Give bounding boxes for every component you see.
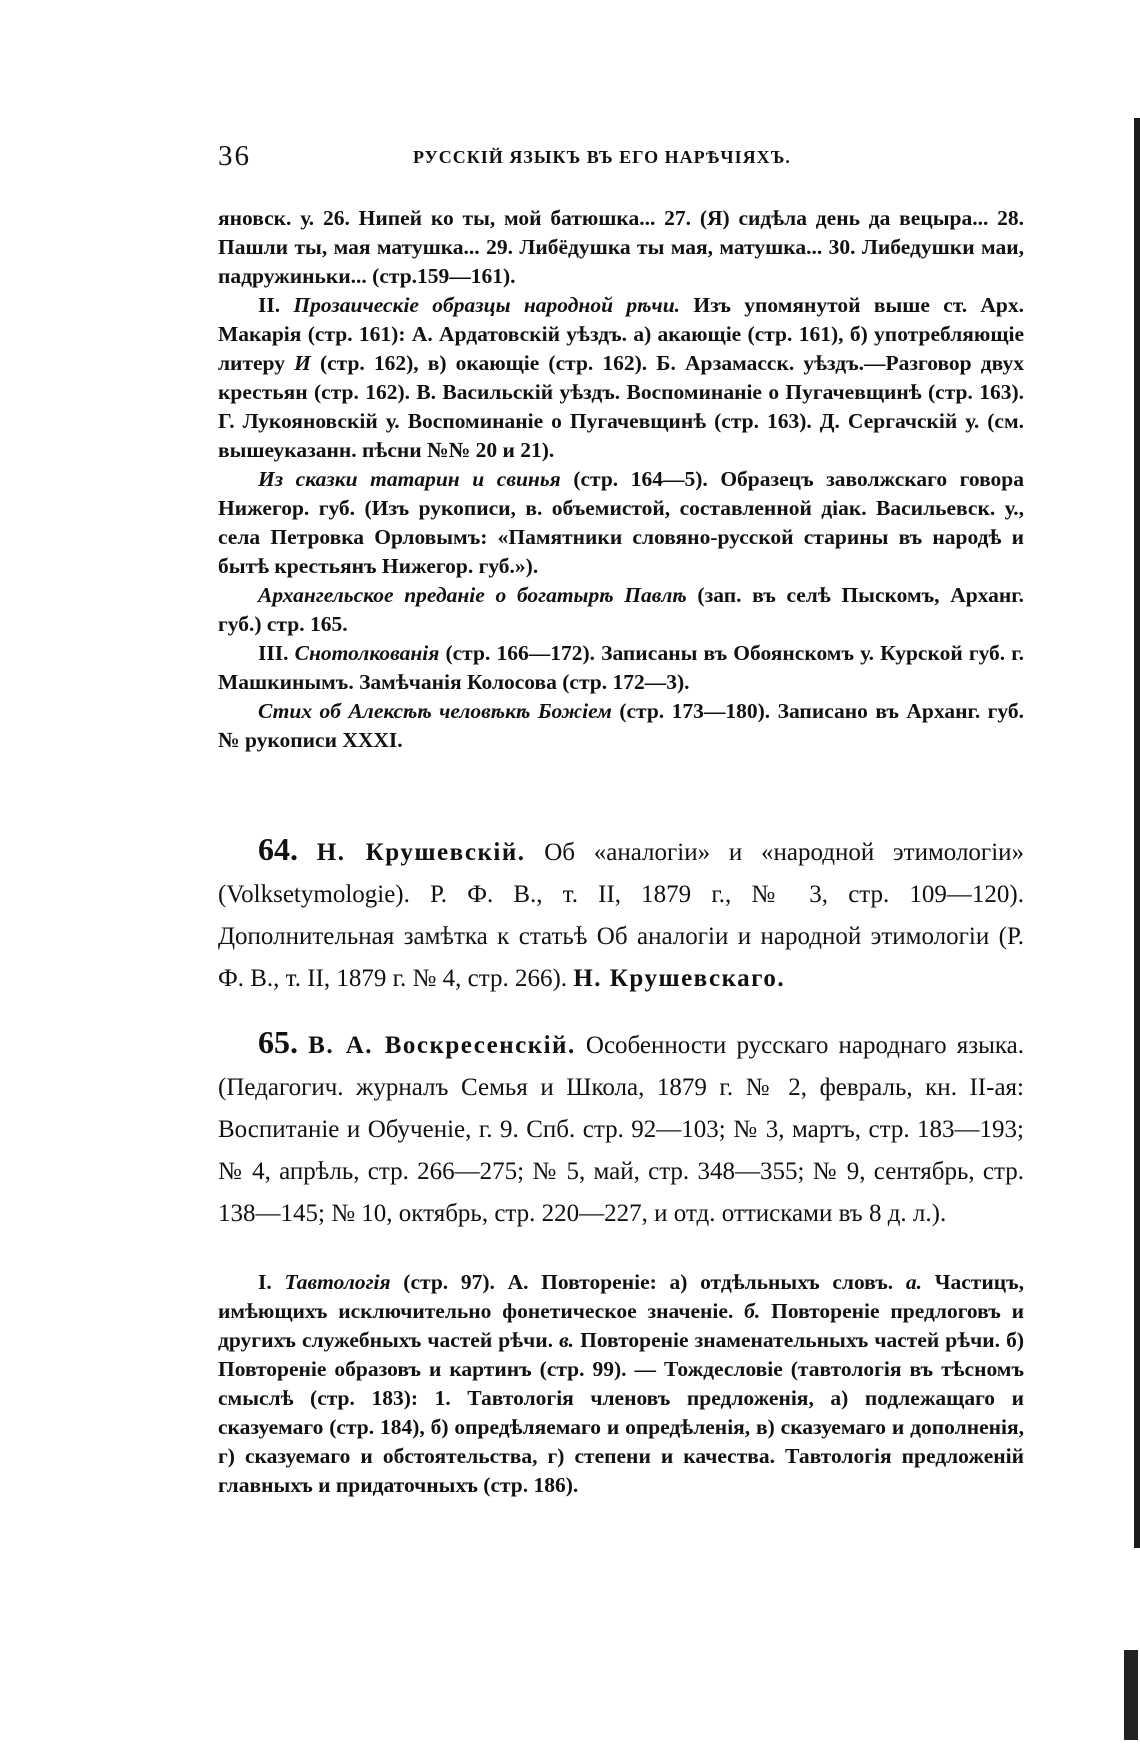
italic-title: Прозаическіе образцы народной рѣчи. bbox=[293, 293, 681, 317]
paragraph-song-list: яновск. у. 26. Нипей ко ты, мой батюшка... 27. (Я) сидѣла день да вецыра... 28. Пашли ты, мая матушка... 29. Либёдушка ты мая, матушка... 30. Либедушки маи, падружиньки... (стр.159—161). bbox=[218, 206, 1024, 288]
entry-author-signature: Н. Крушевскаго. bbox=[573, 965, 786, 992]
entry-number: 64. bbox=[258, 831, 298, 867]
italic-title: Тавтологія bbox=[284, 1270, 391, 1294]
page-header bbox=[218, 140, 1024, 180]
page-number: 36 bbox=[218, 140, 251, 172]
italic-title: Снотолкованія bbox=[294, 641, 440, 665]
paragraph-verse: Стих об Алексѣѣ человѣкѣ Божіем (стр. 173—180). Записано въ Арханг. губ. № рукописи XXXI. bbox=[218, 699, 1024, 752]
paragraph-dream-books: III. Снотолкованія (стр. 166—172). Записаны въ Обоянскомъ у. Курской губ. г. Машкинымъ. Замѣчанія Колосова (стр. 172—3). bbox=[218, 641, 1025, 694]
entry-author: В. А. Воскресенскій. bbox=[308, 1032, 576, 1059]
entry-text: Об «аналогіи» и «народной этимологіи» (Volksetymologie). Р. Ф. В., т. II, 1879 г., № 3, стр. 109—120). Дополнительная замѣтка к статьѣ Об аналогіи и народной этимологіи (Р. Ф. В., т. II, 1879 г. № 4, стр. 266). bbox=[218, 839, 1025, 992]
paragraph-tale: Из сказки татарин и свинья (стр. 164—5). Образецъ заволжскаго говора Нижегор. губ. (Изъ рукописи, в. объемистой, составленной діак. Васильевск. у., села Петровка Орловымъ: «Памятники словяно-русской старины въ народѣ и бытѣ крестьянъ Нижегор. губ.»). bbox=[218, 467, 1025, 578]
italic-title: Архангельское преданіе о богатырѣ Павлѣ bbox=[258, 583, 687, 607]
running-title: РУССКІЙ ЯЗЫКЪ ВЪ ЕГО НАРѢЧІЯХЪ. bbox=[413, 147, 791, 167]
entry-number: 65. bbox=[258, 1024, 298, 1060]
binding-edge-mark bbox=[1124, 1650, 1138, 1740]
italic-title: Из сказки татарин и свинья bbox=[258, 467, 561, 491]
entry-author: Н. Крушевскій. bbox=[316, 839, 526, 866]
paragraph-legend: Архангельское преданіе о богатырѣ Павлѣ (зап. въ селѣ Пыскомъ, Арханг. губ.) стр. 165. bbox=[218, 583, 1025, 636]
entry-text: Особенности русскаго народнаго языка. (Педагогич. журналъ Семья и Школа, 1879 г. № 2, февраль, кн. II-ая: Воспитаніе и Обученіе, г. 9. Спб. стр. 92—103; № 3, мартъ, стр. 183—193; № 4, апрѣль, стр. 266—275; № 5, май, стр. 348—355; № 9, сентябрь, стр. 138—145; № 10, октябрь, стр. 220—227, и отд. оттисками въ 8 д. л.). bbox=[218, 1032, 1025, 1227]
section-continuation bbox=[218, 204, 1024, 755]
entry-65-contents: I. Тавтологія (стр. 97). А. Повтореніе: а) отдѣльныхъ словъ. а. Частицъ, имѣющихъ исключительно фонетическое значеніе. б. Повтореніе предлоговъ и другихъ служебныхъ частей рѣчи. в. Повтореніе знаменательныхъ частей рѣчи. б) Повтореніе образовъ и картинъ (стр. 99). — Тождесловіе (тавтологія въ тѣсномъ смыслѣ (стр. 183): 1. Тавтологія членовъ предложенія, а) подлежащаго и сказуемаго (стр. 184), б) опредѣляемаго и опредѣленія, в) сказуемаго и дополненія, г) сказуемаго и обстоятельства, г) степени и качества. Тавтологія предложеній главныхъ и придаточныхъ (стр. 186). bbox=[218, 1270, 1025, 1497]
bibliography-entry-65 bbox=[218, 1021, 1024, 1235]
binding-edge-shadow bbox=[1134, 118, 1140, 1548]
paragraph-prose-samples: II. Прозаическіе образцы народной рѣчи. Изъ упомянутой выше ст. Арх. Макарія (стр. 161): А. Ардатовскій уѣздъ. а) акающіе (стр. 161), б) употребляющіе литеру И (стр. 162), в) окающіе (стр. 162). Б. Арзамасск. уѣздъ.—Разговор двух крестьян (стр. 162). В. Васильскій уѣздъ. Воспоминаніе о Пугачевщинѣ (стр. 163). Г. Лукояновскій у. Воспоминаніе о Пугачевщинѣ (стр. 163). Д. Сергачскій у. (см. вышеуказанн. пѣсни №№ 20 и 21). bbox=[218, 293, 1025, 462]
bibliography-entry-64 bbox=[218, 828, 1024, 1000]
italic-title: Стих об Алексѣѣ человѣкѣ Божіем bbox=[258, 699, 612, 723]
